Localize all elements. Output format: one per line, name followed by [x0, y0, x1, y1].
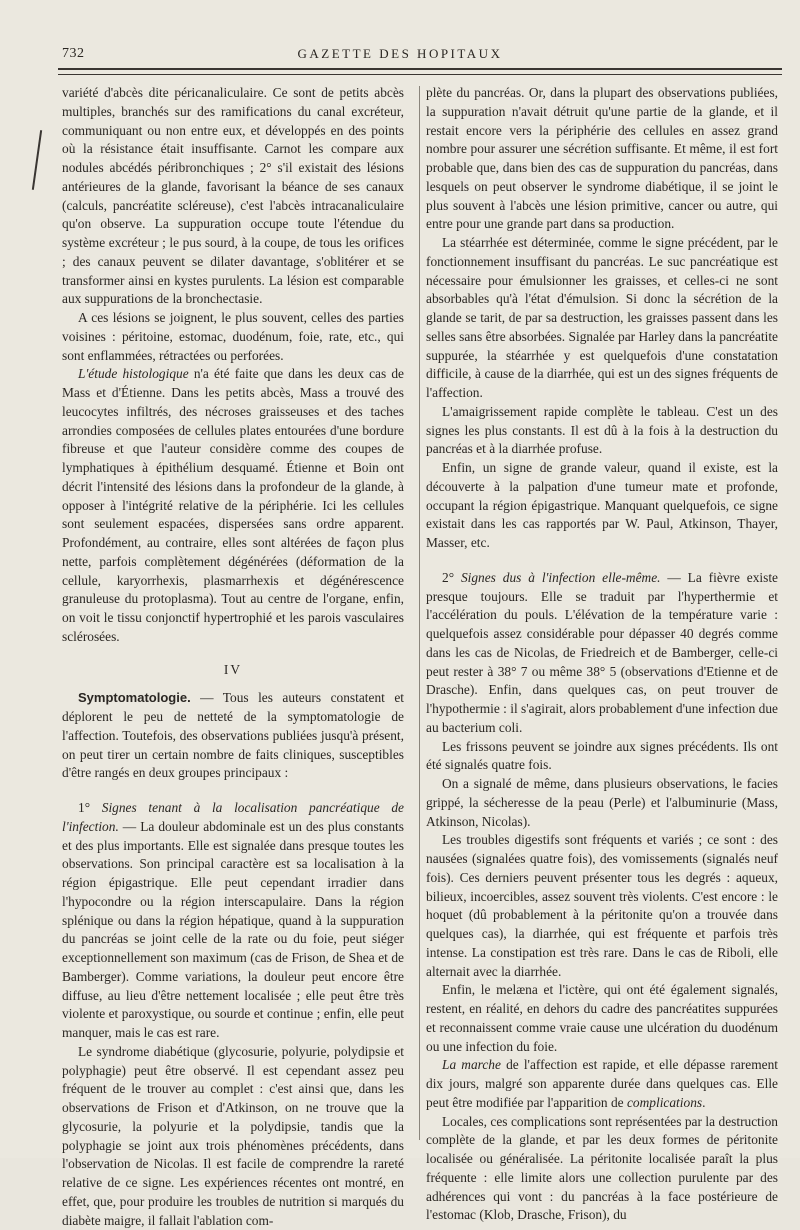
subheading: Signes dus à l'infection elle-même.: [460, 569, 661, 585]
paragraph: L'amaigrissement rapide complète le tableau. C'est un des signes les plus constants. Il est dû à la fois à la destruction du pancréas et à la diarrhée profuse.: [426, 403, 778, 457]
header-rule-thin: [58, 74, 782, 75]
list-marker: 2°: [442, 569, 461, 585]
paragraph: A ces lésions se joignent, le plus souvent, celles des parties voisines : péritoine, estomac, duodénum, foie, rate, etc., qui sont enflammées, rétractées ou perforées.: [62, 310, 404, 363]
page-number: 732: [62, 46, 85, 61]
paragraph: variété d'abcès dite péricanaliculaire. Ce sont de petits abcès multiples, branchés sur des ramifications du canal excréteur, communiquant ou non entre eux, et développés en des points où la résistance était insuffisante. Carnot les compare aux nodules abcédés péribronchiques ; 2° s'il existait des lésions antérieures de la glande, favorisant la béance de ses canaux (calculs, pancréatite scléreuse), c'est l'abcès intracanaliculaire qu'on observe. La suppuration occupe toute l'étendue du système excréteur ; le pus sourd, à la coupe, de tous les orifices ; des canaux peuvent se dilater davantage, s'oblitérer et se transformer ainsi en kystes purulents. La lésion est comparable aux suppurations de la bronchectasie.: [62, 85, 404, 307]
paragraph: Locales, ces complications sont représentées par la destruction complète de la glande, et par les deux formes de péritonite localisée ou généralisée. La péritonite localisée paraît la plus fréquente : elle limite alors une collection purulente par des adhérences qui vont : du pancréas à la face postérieure de l'estomac (Klob, Drasche, Frison), du: [426, 1113, 778, 1223]
margin-pencil-mark: [32, 130, 42, 190]
right-column: [426, 84, 778, 1225]
paragraph: [62, 799, 404, 1043]
paragraph: Les frissons peuvent se joindre aux signes précédents. Ils ont été signalés quatre fois.: [426, 738, 778, 773]
paragraph-text: n'a été faite que dans les deux cas de Mass et d'Étienne. Dans les petits abcès, Mass a trouvé des leucocytes infiltrés, des nécroses graisseuses et des taches arrondies composées de cellules plates entourées d'une bordure fibreuse et que l'auteur considère comme des coupes de lymphatiques à épithélium desquamé. Étienne et Boin ont décrit l'intensité des lésions dans la profondeur de la glande, à opposer à l'intégrité relative de la périphérie. Ici les cellules sont seulement espacées, dispersées sans ordre apparent. Profondément, au contraire, elles sont altérées de façon plus nette, parfois complètement dégénérées (déformation de la cellule, karyorrhexis, plasmarrhexis et dégénérescence granuleuse du protoplasma). Tout au centre de l'organe, enfin, on voit le tissu conjonctif hypertrophié et les parois vasculaires sclérosées.: [62, 366, 404, 644]
left-column: [62, 84, 404, 1230]
paragraph: Enfin, le melæna et l'ictère, qui ont été également signalés, restent, en réalité, en dehors du cadre des pancréatites suppurées et reconnaissent comme vraie cause une ulcération du duodénum ou une infection du foie.: [426, 982, 778, 1054]
paragraph-text: — La fièvre existe presque toujours. Elle se traduit par l'hyperthermie et l'accélération du pouls. L'élévation de la température varie : quelquefois assez considérable pour dépasser 40 degrés comme dans les cas de Nicolas, de Friedreich et de Bamberger, celle-ci peut rester à 38° 7 ou même 38° 5 (observations d'Etienne et de Drasche). Enfin, dans quelques cas, on peut trouver de l'hypothermie : il s'agirait, alors probablement d'une infection due au bacterium coli.: [426, 569, 778, 735]
paragraph-text: .: [702, 1094, 706, 1110]
paragraph: La stéarrhée est déterminée, comme le signe précédent, par le fonctionnement insuffisant du pancréas. Le suc pancréatique est nécessaire pour émulsionner les graisses, et celles-ci ne sont absorbables qu'à l'état d'émulsion. Si donc la sécrétion de la glande se tarit, de par sa destruction, les graisses passent dans les selles sans être absorbées. Signalée par Harley dans la pancréatite suppurée, la stéarrhée y est quelquefois d'une constatation difficile, à cause de la diarrhée, qui est un des signes fréquents de l'affection.: [426, 235, 778, 400]
paragraph: [426, 1056, 778, 1112]
paragraph: [62, 365, 404, 646]
list-marker: 1°: [78, 800, 102, 815]
paragraph: [426, 569, 778, 738]
paragraph-text: — Tous les auteurs constatent et déplorent le peu de netteté de la symptomatologie de l'affection. Toutefois, des observations publiées jusqu'à présent, on peut tirer un certain nombre de faits cliniques, susceptibles d'être rangés en deux groupes principaux :: [62, 690, 404, 781]
column-divider: [419, 86, 420, 1140]
paragraph: Enfin, un signe de grande valeur, quand il existe, est la découverte à la palpation d'une tumeur mate et profonde, occupant la région épigastrique. Manquant quelquefois, ce signe existait dans les cas rapportés par W. Paul, Atkinson, Thayer, Masser, etc.: [426, 460, 778, 550]
paragraph: plète du pancréas. Or, dans la plupart des observations publiées, la suppuration n'avait détruit qu'une partie de la glande, et il restait encore vers la périphérie des cellules en assez grand nombre pour assurer une sécrétion suffisante. Et même, il est fort probable que, dans bien des cas de suppuration du pancréas, dans lesquels on peut observer le syndrome diabétique, il se joint le plus souvent à l'abcès une lésion primitive, cancer ou autre, qui entre pour une grande part dans sa production.: [426, 85, 778, 232]
header-rule-thick: [58, 68, 782, 70]
paragraph: Le syndrome diabétique (glycosurie, polyurie, polydipsie et polyphagie) peut être observé. Il est cependant assez peu fréquent de le trouver au complet : c'est ainsi que, dans les observations de Frison et d'Atkinson, on ne trouve que la glycosurie, la polyurie et la polydipsie, tandis que la polyphagie se joint aux trois phénomènes précédents, dans l'observation de Nicolas. Il est facile de comprendre la rareté relative de ce signe. Les expériences récentes ont montré, en effet, que, pour produire les troubles de nutrition si marqués du diabète maigre, il fallait l'ablation com-: [62, 1043, 404, 1228]
emphasis: L'étude histologique: [78, 366, 189, 382]
paragraph: [62, 689, 404, 783]
section-number: IV: [223, 661, 243, 677]
subheading: Signes tenant à la localisation pancréatique de l'infection.: [62, 800, 404, 834]
paragraph-text: — La douleur abdominale est un des plus constants et des plus importants. Elle est signalée dans presque toutes les observations. Son principal caractère est sa localisation à la région épigastrique. Elle peut cependant irradier dans l'hypocondre ou la région interscapulaire. Dans la région splénique ou dans la région hépatique, quand à la suppuration du pancréas se joint celle de la rate ou du foie, peut siéger exceptionnellement son maximum (cas de Frison, de Shea et de Bamberger). Comme variations, la douleur peut encore être diffuse, au lieu d'être nettement localisée ; elle peut être très violente et paroxystique, ou sourde et continue ; enfin, elle peut manquer, mais le cas est rare.: [62, 818, 404, 1040]
emphasis: complications: [626, 1094, 703, 1110]
section-title: Symptomatologie.: [78, 690, 191, 706]
paragraph-text: de l'affection est rapide, et elle dépasse rarement dix jours, malgré son apparente durée dans quelques cas. Elle peut être modifiée par l'apparition de: [426, 1057, 778, 1110]
paragraph: Les troubles digestifs sont fréquents et variés ; ce sont : des nausées (signalées quatre fois), des vomissements (signalés neuf fois). Ces derniers peuvent présenter tous les degrés : aqueux, bilieux, incoercibles, assez souvent très violents. C'est encore : le hoquet (dû probablement à la péritonite qu'on a trouvée dans quelques cas), la diarrhée, qui est fréquente et parfois très intense. La constipation est très rare. Dans le cas de Riboli, elle alternait avec la diarrhée.: [426, 832, 778, 979]
emphasis: La marche: [442, 1057, 501, 1073]
running-head-title: GAZETTE DES HOPITAUX: [297, 46, 503, 61]
paragraph: On a signalé de même, dans plusieurs observations, le facies grippé, la sécheresse de la peau (Perle) et l'albuminurie (Mass, Atkinson, Nicolas).: [426, 776, 778, 829]
